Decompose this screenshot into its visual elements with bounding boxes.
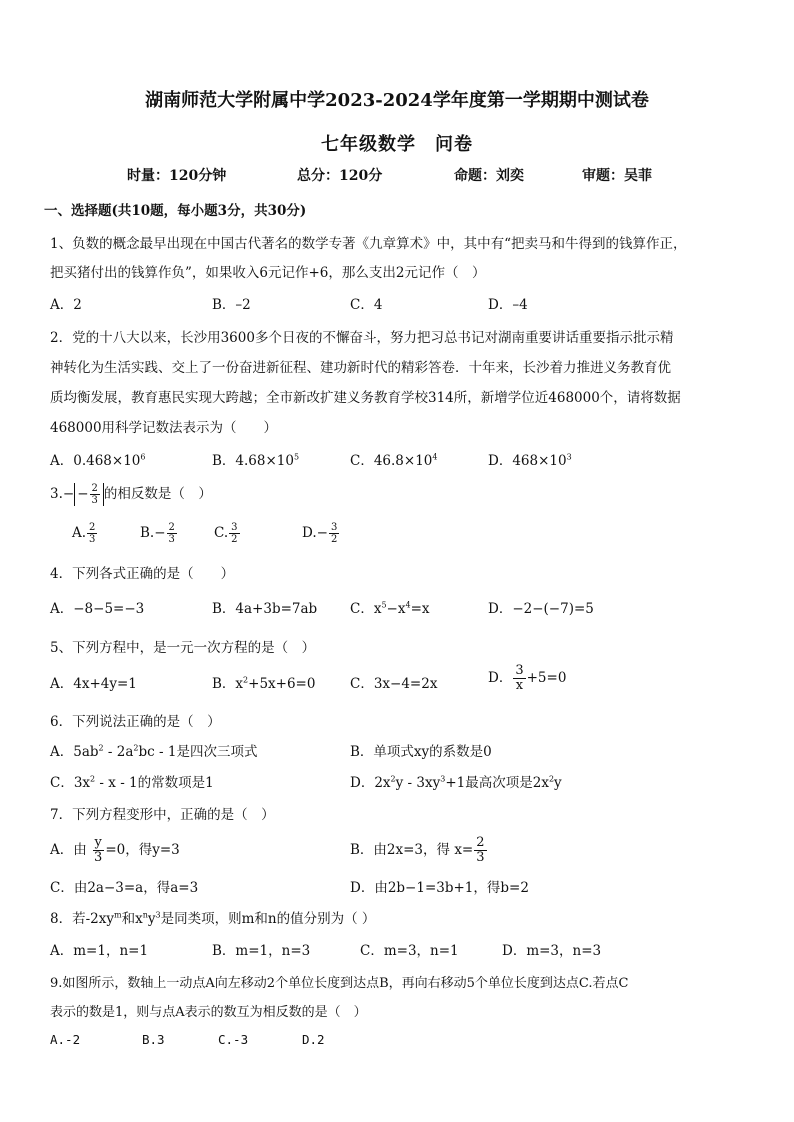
q6-option-a: A．$5ab^2 - 2a^2bc - 1$是四次三项式	[50, 743, 258, 760]
q1-line-2: 把买猪付出的钱算作负”，如果收入6元记作+6，那么支出2元记作（ ）	[50, 265, 486, 281]
q9-option-c: C.-3	[218, 1032, 249, 1047]
q3-option-c: C. $\frac{3}{2}$	[214, 522, 238, 545]
q3-option-a: A. $\frac{2}{3}$	[72, 522, 96, 545]
q7-option-d: D．由2b−1=3b+1，得b=2	[350, 880, 529, 896]
q2-option-a: A．$0.468\times 10^6$	[50, 452, 146, 469]
q5-option-b: B．$x^2+5x+6=0$	[212, 675, 316, 692]
exam-reviewer: 审题：吴菲	[582, 168, 652, 184]
fraction: $\frac{2}{3}$	[91, 483, 98, 506]
q3-stem: 3.− − $\frac{2}{3}$ 的相反数是（ ）	[50, 483, 212, 506]
q4-stem: 4．下列各式正确的是（ ）	[50, 566, 235, 582]
page-subtitle: 七年级数学 问卷	[321, 134, 473, 155]
q4-option-d: D．−2−(−7)=5	[488, 601, 594, 617]
q7-option-a: A．由 $\frac{y}{3}$ =0，得y=3	[50, 835, 180, 865]
q7-stem: 7．下列方程变形中，正确的是（ ）	[50, 807, 275, 823]
q4-option-c: C．$x^5-x^4=x$	[350, 600, 430, 617]
q6-option-b: B．单项式xy的系数是0	[350, 744, 492, 760]
q1-option-a: A．2	[50, 297, 82, 313]
q1-line-1: 1、负数的概念最早出现在中国古代著名的数学专著《九章算术》中，其中有“把卖马和牛得到的钱算作正，	[50, 236, 687, 252]
q3-option-d: D.− $\frac{3}{2}$	[302, 522, 338, 545]
exam-score: 总分：120分	[297, 168, 383, 184]
section-heading: 一、选择题(共10题，每小题3分，共30分)	[44, 203, 307, 219]
q5-stem: 5、下列方程中，是一元一次方程的是（ ）	[50, 640, 316, 656]
q6-option-c: C．$3x^2$ - x - 1的常数项是1	[50, 774, 214, 791]
q8-option-c: C．m=3，n=1	[360, 943, 459, 959]
q6-stem: 6．下列说法正确的是（ ）	[50, 714, 221, 730]
q8-option-d: D．m=3，n=3	[502, 943, 602, 959]
q2-line-3: 质均衡发展，教育惠民实现大跨越；全市新改扩建义务教育学校314所，新增学位近468000个，请将数据	[50, 390, 681, 406]
q2-line-4: 468000用科学记数法表示为（ ）	[50, 420, 278, 436]
q8-stem: 8．若$-2xy^m$和$x^ny^3$是同类项，则m和n的值分别为（ ）	[50, 910, 376, 927]
exam-author: 命题：刘奕	[454, 168, 524, 184]
q9-option-d: D.2	[302, 1032, 325, 1047]
q2-option-d: D．$468\times 10^3$	[488, 452, 572, 469]
q5-option-a: A．4x+4y=1	[50, 676, 137, 692]
q2-line-2: 神转化为生活实践、交上了一份奋进新征程、建功新时代的精彩答卷．十年来，长沙着力推进义务教育优	[50, 360, 671, 376]
q4-option-a: A．−8−5=−3	[50, 601, 145, 617]
q8-option-a: A．m=1，n=1	[50, 943, 149, 959]
q9-line-1: 9.如图所示，数轴上一动点A向左移动2个单位长度到达点B，再向右移动5个单位长度到达点C.若点C	[50, 976, 629, 991]
q7-option-b: B．由2x=3，得 x= $\frac{2}{3}$	[350, 835, 485, 865]
page-title: 湖南师范大学附属中学2023-2024学年度第一学期期中测试卷	[145, 90, 649, 111]
q9-line-2: 表示的数是1，则与点A表示的数互为相反数的是（ ）	[50, 1005, 367, 1020]
q7-option-c: C．由2a−3=a，得a=3	[50, 880, 199, 896]
q1-option-b: B．–2	[212, 297, 251, 313]
q2-option-c: C．$46.8\times 10^4$	[350, 452, 438, 469]
q2-option-b: B．$4.68\times 10^5$	[212, 452, 300, 469]
q3-option-b: B.− $\frac{2}{3}$	[140, 522, 175, 545]
exam-time: 时量：120分钟	[127, 168, 227, 184]
q1-option-d: D．–4	[488, 297, 528, 313]
q9-option-b: B.3	[142, 1032, 165, 1047]
q9-option-a: A.-2	[50, 1032, 81, 1047]
q5-option-c: C．3x−4=2x	[350, 676, 438, 692]
q5-option-d: D． $\frac{3}{x}$ +5=0	[488, 663, 567, 693]
q2-line-1: 2．党的十八大以来，长沙用3600多个日夜的不懈奋斗，努力把习总书记对湖南重要讲话重要指示批示精	[50, 330, 674, 346]
q8-option-b: B．m=1，n=3	[212, 943, 311, 959]
absolute-value: − $\frac{2}{3}$	[74, 483, 104, 506]
q4-option-b: B．4a+3b=7ab	[212, 601, 318, 617]
q6-option-d: D．$2x^2y - 3xy^3+1$最高次项是$2x^2y$	[350, 774, 562, 791]
q1-option-c: C．4	[350, 297, 383, 313]
